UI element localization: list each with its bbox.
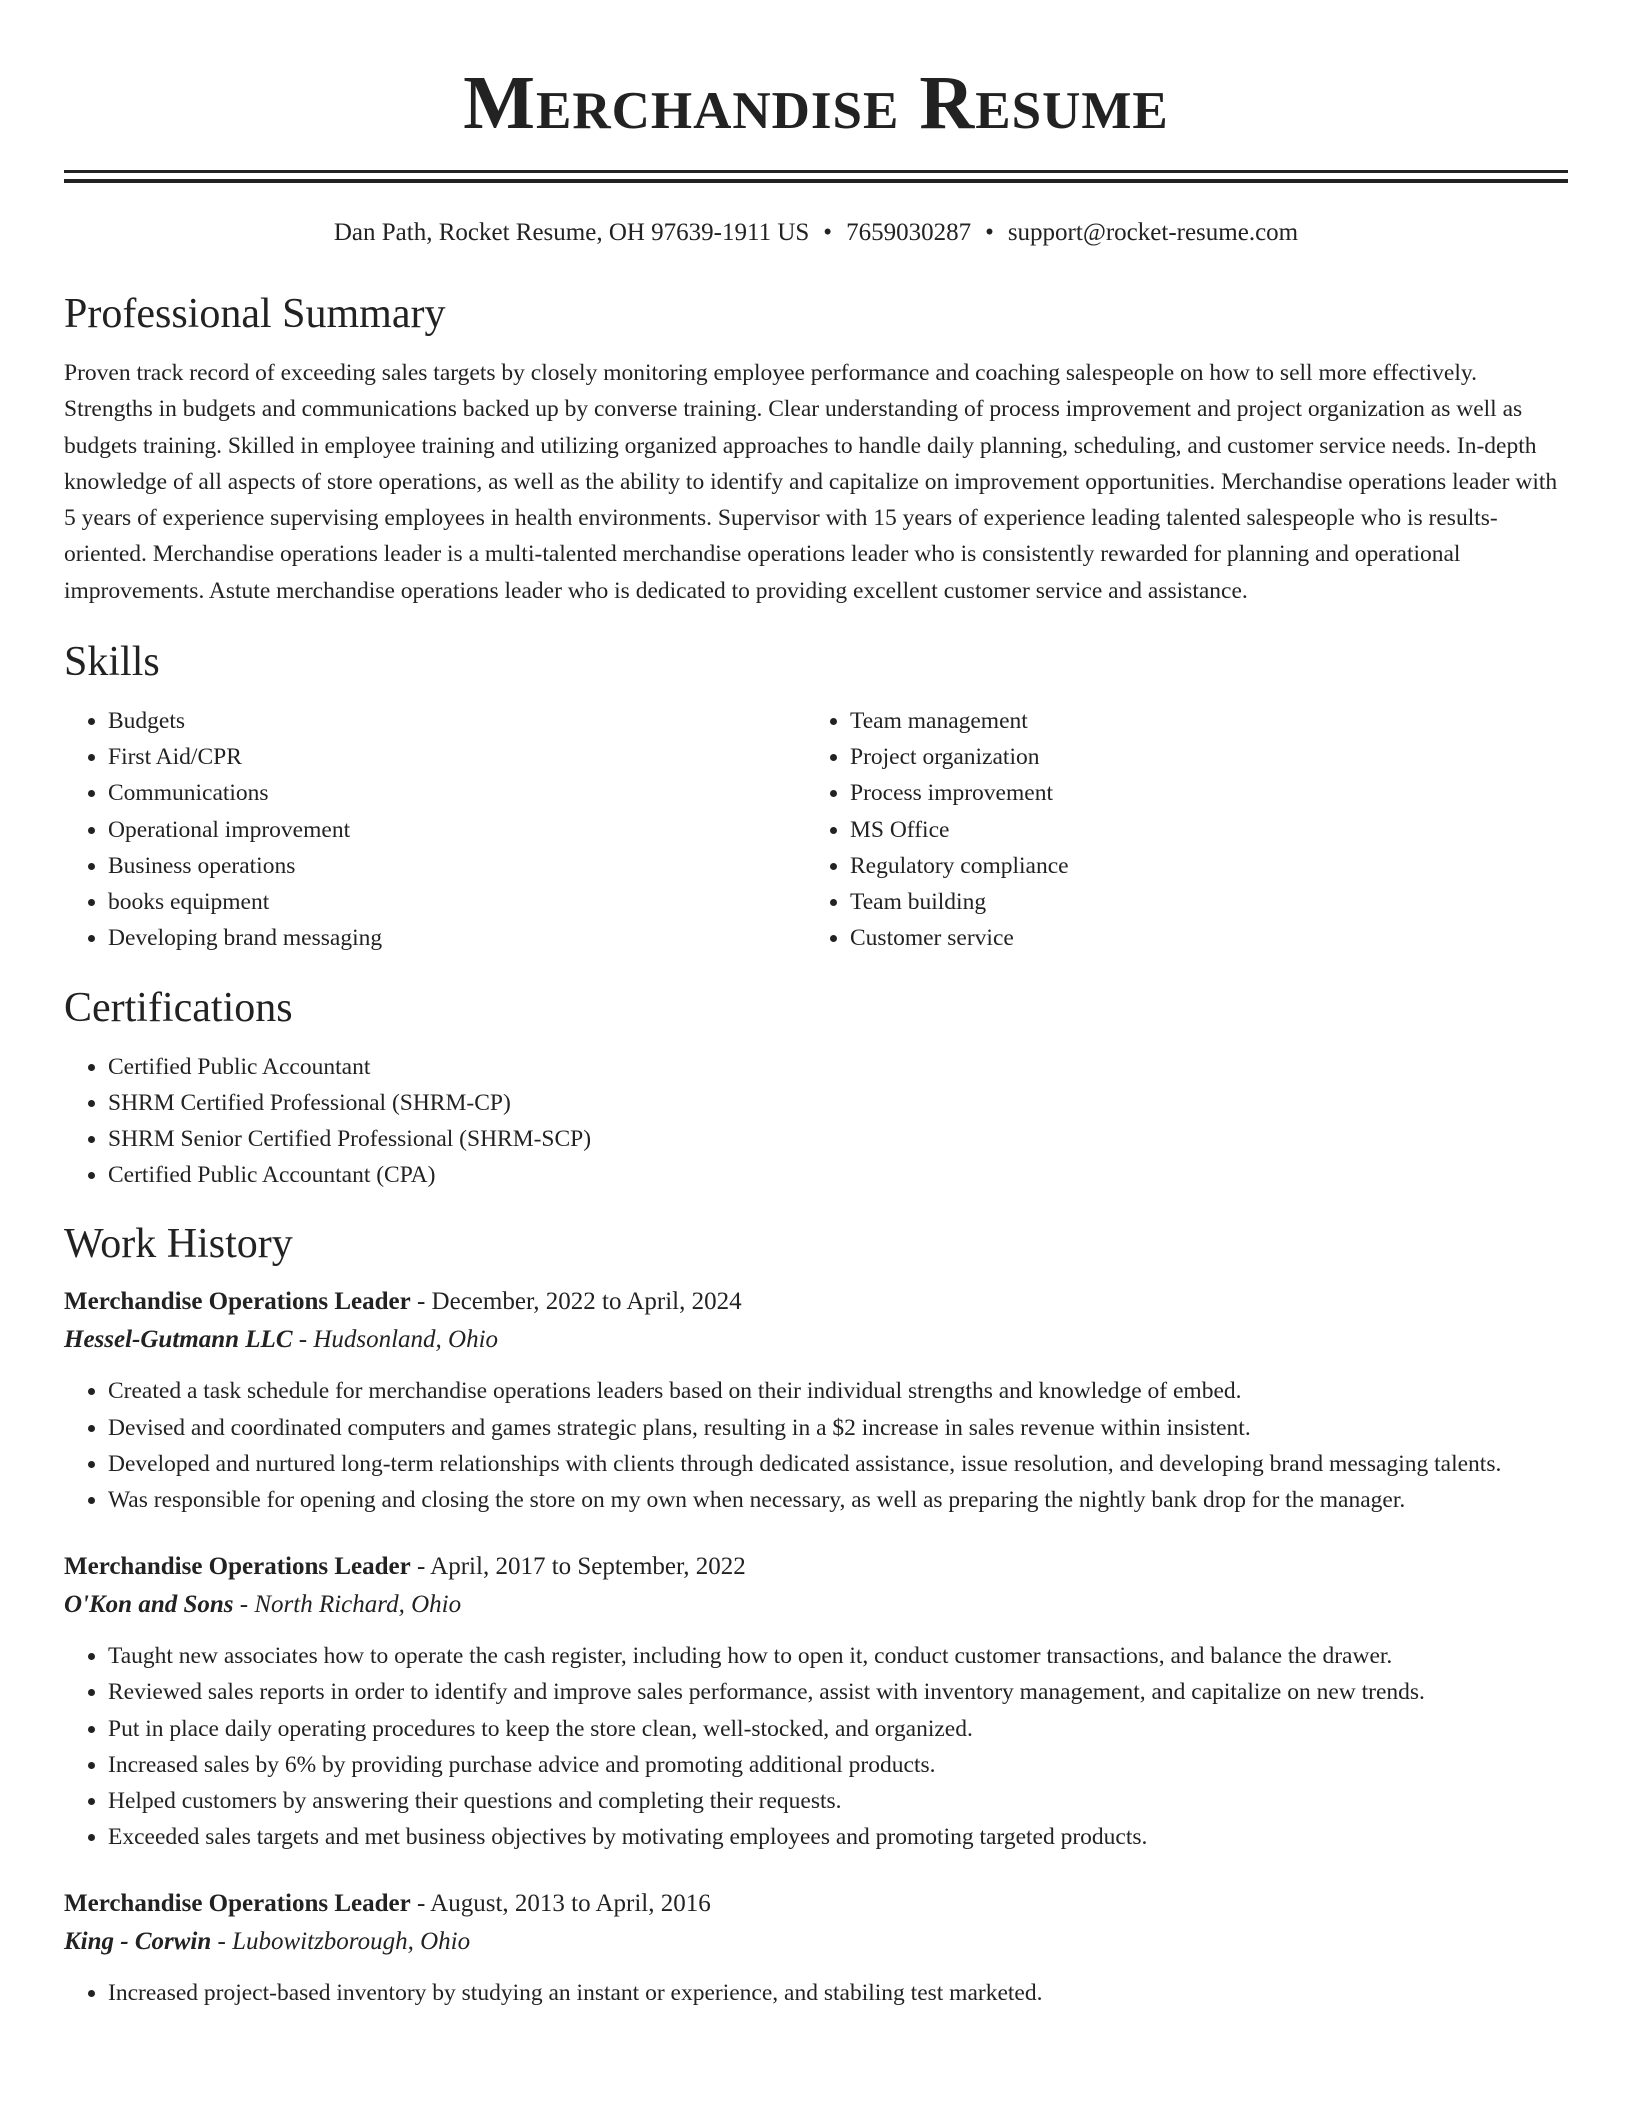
skill-item: • Operational improvement — [108, 812, 806, 848]
skill-item: • Business operations — [108, 848, 806, 884]
job-company: King - Corwin — [64, 1928, 212, 1956]
contact-separator: • — [985, 219, 994, 246]
summary-text: Proven track record of exceeding sales targets by closely monitoring employee performance and coaching salespeople on how to sell more effectively. Strengths in budgets and communications backed up by converse training. Clear understanding of process improvement and project organization as well as budgets training. Skilled in employee training and utilizing organized approaches to handle daily planning, scheduling, and customer service needs. In-depth knowledge of all aspects of store operations, as well as the ability to identify and capitalize on improvement opportunities. Merchandise operations leader with 5 years of experience supervising employees in health environments. Supervisor with 15 years of experience leading talented salespeople who is results-oriented. Merchandise operations leader is a multi-talented merchandise operations leader who is consistently rewarded for planning and operational improvements. Astute merchandise operations leader who is dedicated to providing excellent customer service and assistance. — [64, 360, 1558, 604]
certification-item: • SHRM Senior Certified Professional (SHRM-SCP) — [108, 1121, 1568, 1157]
work-history-heading: Work History — [64, 1221, 293, 1268]
job-bullet: • Put in place daily operating procedures to keep the store clean, well-stocked, and organized. — [108, 1711, 1568, 1747]
job-bullet: • Was responsible for opening and closing the store on my own when necessary, as well as preparing the nightly bank drop for the manager. — [108, 1482, 1568, 1518]
resume-title: Merchandise Resume — [463, 61, 1169, 145]
skill-item: • Team building — [850, 884, 1548, 920]
title-divider-top — [64, 170, 1568, 173]
job-dates: - August, 2013 to April, 2016 — [410, 1890, 711, 1918]
certifications-list — [64, 1049, 1568, 1194]
skills-list-right — [806, 703, 1548, 956]
job-entry — [64, 1548, 1568, 1855]
skills-columns — [64, 703, 1568, 956]
job-bullet: • Developed and nurtured long-term relationships with clients through dedicated assistance, issue resolution, and developing brand messaging talents. — [108, 1446, 1568, 1482]
job-location: - Lubowitzborough, Ohio — [211, 1928, 471, 1956]
job-bullet: • Reviewed sales reports in order to identify and improve sales performance, assist with inventory management, and capitalize on new trends. — [108, 1674, 1568, 1710]
certification-item: • Certified Public Accountant (CPA) — [108, 1157, 1568, 1193]
job-entry — [64, 1885, 1568, 2011]
job-bullets — [64, 1373, 1568, 1518]
job-bullet: • Exceeded sales targets and met business objectives by motivating employees and promoting targeted products. — [108, 1819, 1568, 1855]
job-title-line — [64, 1885, 1568, 1923]
skill-item: • Process improvement — [850, 775, 1548, 811]
job-bullet: • Created a task schedule for merchandise operations leaders based on their individual strengths and knowledge of embed. — [108, 1373, 1568, 1409]
job-location: - North Richard, Ohio — [233, 1591, 462, 1619]
job-bullet: • Increased sales by 6% by providing purchase advice and promoting additional products. — [108, 1747, 1568, 1783]
job-company: O'Kon and Sons — [64, 1591, 234, 1619]
summary-heading: Professional Summary — [64, 291, 446, 337]
certification-item: • Certified Public Accountant — [108, 1049, 1568, 1085]
job-bullets — [64, 1975, 1568, 2011]
skill-item: • Customer service — [850, 920, 1548, 956]
job-bullet: • Increased project-based inventory by studying an instant or experience, and stabiling test marketed. — [108, 1975, 1568, 2011]
certifications-heading: Certifications — [64, 984, 293, 1031]
skills-list-left — [64, 703, 806, 956]
job-bullet: • Devised and coordinated computers and games strategic plans, resulting in a $2 increase in sales revenue within insistent. — [108, 1410, 1568, 1446]
contact-line — [64, 217, 1568, 249]
skill-item: • Communications — [108, 775, 806, 811]
job-bullets — [64, 1638, 1568, 1855]
job-bullet: • Taught new associates how to operate the cash register, including how to open it, conduct customer transactions, and balance the drawer. — [108, 1638, 1568, 1674]
skill-item: • books equipment — [108, 884, 806, 920]
job-company-line — [64, 1321, 1568, 1359]
skills-heading: Skills — [64, 639, 160, 686]
title-divider-bottom — [64, 179, 1568, 183]
job-title-line — [64, 1283, 1568, 1321]
skill-item: • Project organization — [850, 739, 1548, 775]
job-bullet: • Helped customers by answering their questions and completing their requests. — [108, 1783, 1568, 1819]
job-title: Merchandise Operations Leader — [64, 1553, 411, 1581]
job-dates: - April, 2017 to September, 2022 — [410, 1553, 746, 1581]
skill-item: • MS Office — [850, 812, 1548, 848]
job-entry — [64, 1283, 1568, 1518]
contact-phone: 7659030287 — [846, 219, 972, 246]
job-dates: - December, 2022 to April, 2024 — [410, 1288, 742, 1316]
job-company-line — [64, 1923, 1568, 1961]
skill-item: • First Aid/CPR — [108, 739, 806, 775]
job-title: Merchandise Operations Leader — [64, 1288, 411, 1316]
skill-item: • Regulatory compliance — [850, 848, 1548, 884]
job-title: Merchandise Operations Leader — [64, 1890, 411, 1918]
job-location: - Hudsonland, Ohio — [292, 1326, 499, 1354]
job-company-line — [64, 1586, 1568, 1624]
contact-email: support@rocket-resume.com — [1007, 219, 1299, 246]
job-title-line — [64, 1548, 1568, 1586]
contact-separator: • — [823, 219, 833, 246]
skill-item: • Budgets — [108, 703, 806, 739]
job-company: Hessel-Gutmann LLC — [64, 1326, 293, 1354]
skill-item: • Developing brand messaging — [108, 920, 806, 956]
contact-address: Dan Path, Rocket Resume, OH 97639-1911 US — [333, 219, 810, 246]
resume-page — [64, 0, 1568, 2012]
skill-item: • Team management — [850, 703, 1548, 739]
certification-item: • SHRM Certified Professional (SHRM-CP) — [108, 1085, 1568, 1121]
